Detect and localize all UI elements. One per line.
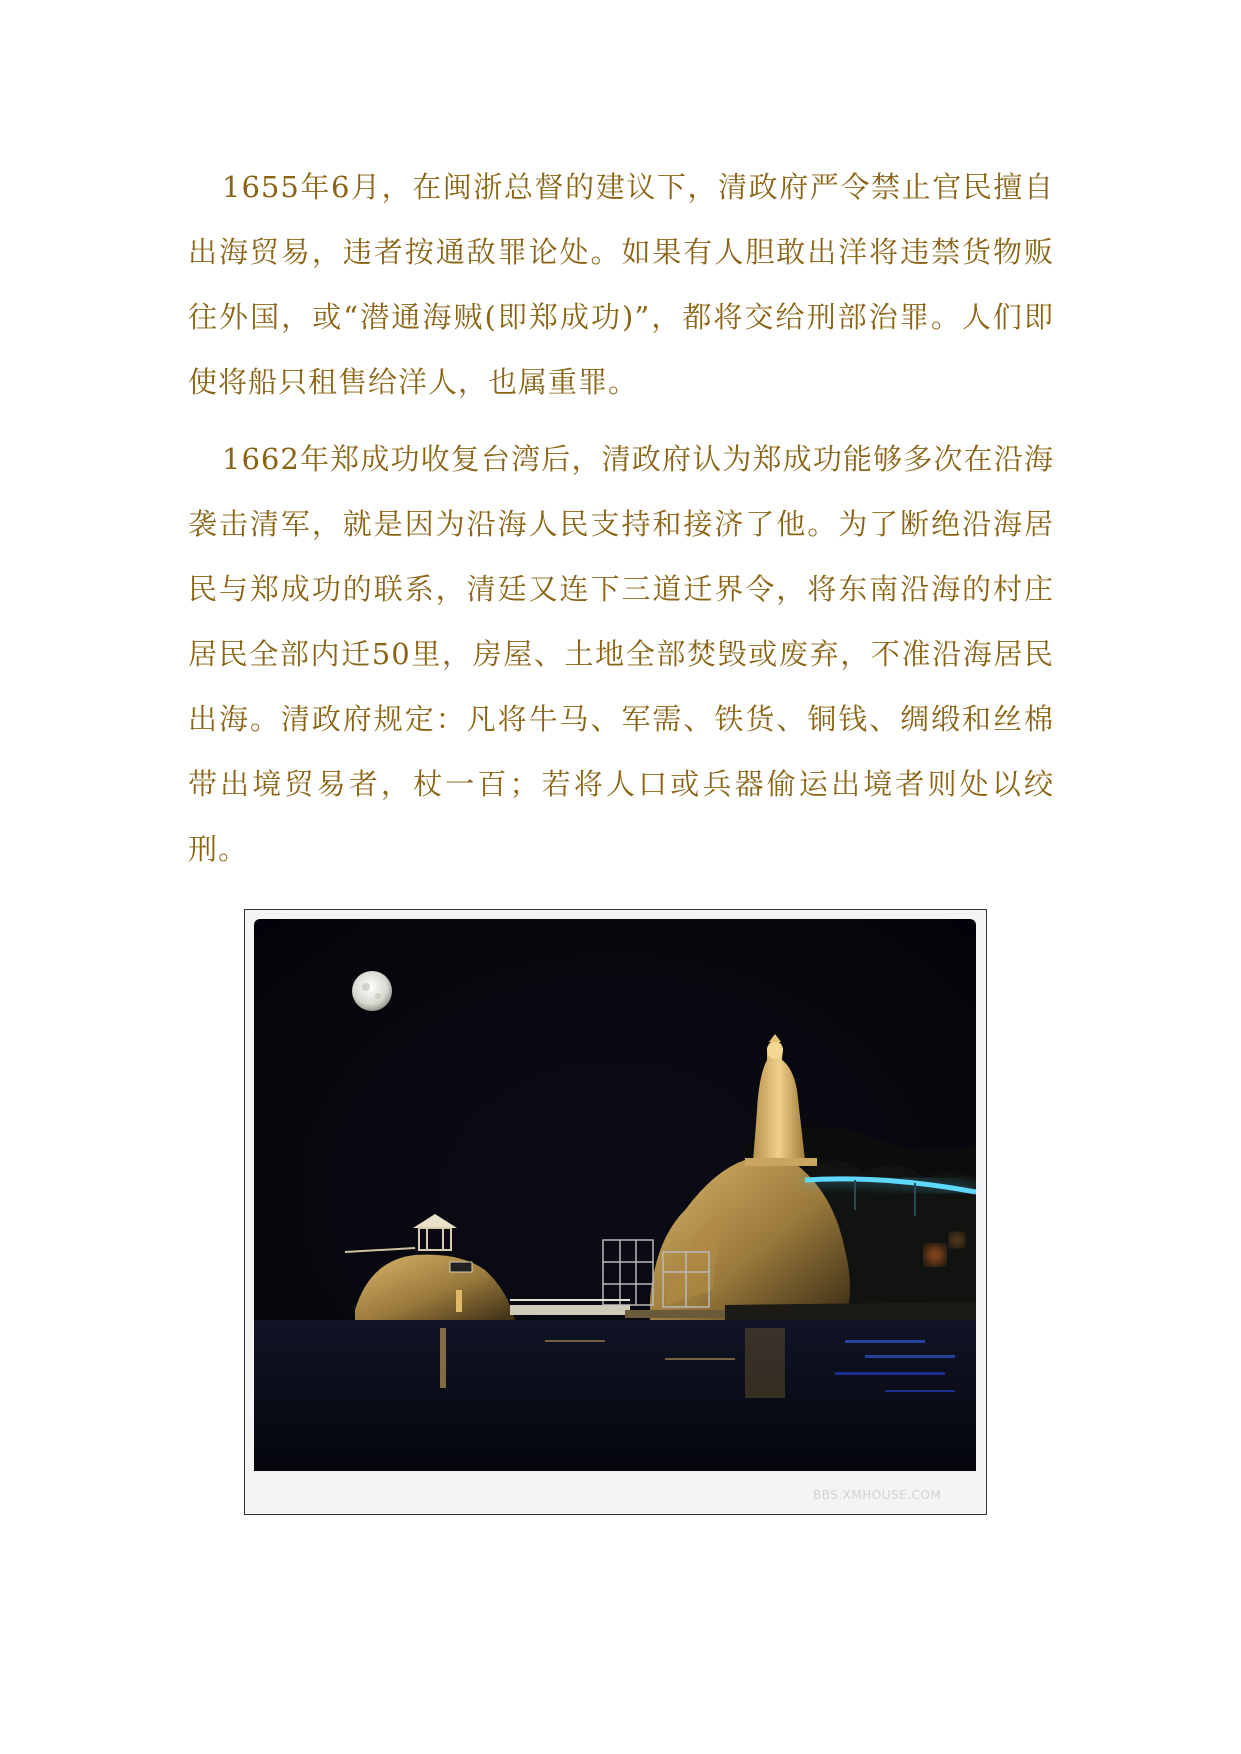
paragraph-1: 1655年6月，在闽浙总督的建议下，清政府严令禁止官民擅自出海贸易，违者按通敌罪论处。如果有人胆敢出洋将违禁货物贩往外国，或“潜通海贼(即郑成功)”，都将交给刑部治罪。人们即使将船只租售给洋人，也属重罪。 — [188, 170, 1054, 399]
moon-icon — [352, 971, 392, 1011]
paragraph-2: 1662年郑成功收复台湾后，清政府认为郑成功能够多次在沿海袭击清军，就是因为沿海人民支持和接济了他。为了断绝沿海居民与郑成功的联系，清廷又连下三道迁界令，将东南沿海的村庄居民全部内迁50里，房屋、土地全部焚毁或废弃，不准沿海居民出海。清政府规定：凡将牛马、军需、铁货、铜钱、绸缎和丝棉带出境贸易者，杖一百；若将人口或兵器偷运出境者则处以绞刑。 — [188, 442, 1054, 866]
photo-watermark: BBS.XMHOUSE.COM — [813, 1488, 942, 1502]
night-photo-frame — [244, 909, 987, 1515]
article-text — [188, 155, 1054, 882]
night-photo — [245, 910, 985, 1513]
